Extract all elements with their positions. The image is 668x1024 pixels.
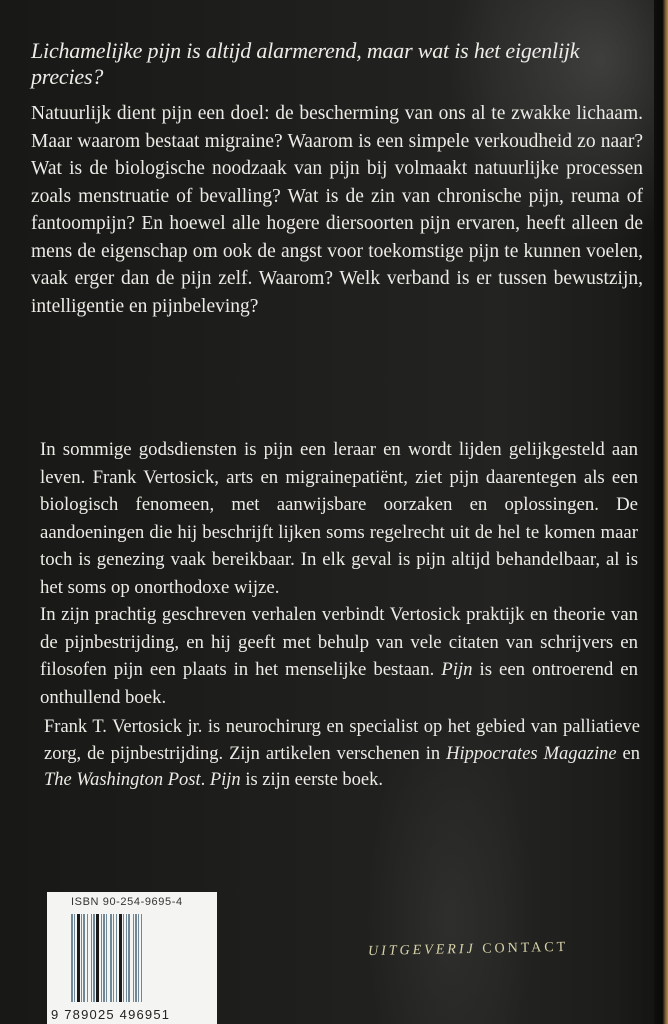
bio-text: Frank T. Vertosick jr. is neurochirurg en specialist op het gebied van palliatieve zorg, de pijnbestrijding. Zijn artikelen verschenen in xyxy=(44,717,640,764)
description-paragraph xyxy=(40,601,638,711)
paragraph-text: is een ontroerend en onthullend boek. xyxy=(40,659,638,708)
author-bio-paragraph xyxy=(44,714,640,794)
book-edge-shadow xyxy=(654,0,668,1024)
description-paragraph: In sommige godsdiensten is pijn een leraar en wordt lijden gelijkgesteld aan leven. Frank Vertosick, arts en migrainepatiënt, ziet pijn daarentegen als een biologisch fenomeen, met aanwijsbare oorzaken en oplossingen. De aandoeningen die hij beschrijft lijken soms regelrecht uit de hel te komen maar toch is genezing vaak bereikbaar. In elk geval is pijn altijd behandelbaar, al is het soms op onorthodoxe wijze. xyxy=(40,439,638,598)
publisher-logo xyxy=(368,940,569,960)
tagline: Lichamelijke pijn is altijd alarmerend, maar wat is het eigenlijk precies? xyxy=(31,38,580,89)
description-paragraph: Natuurlijk dient pijn een doel: de bescherming van ons al te zwakke lichaam. Maar waarom bestaat migraine? Waarom is een simpele verkoudheid zo naar? Wat is de biologische noodzaak van pijn bij volmaakt natuurlijke processen zoals menstruatie of bevalling? Wat is de zin van chronische pijn, reuma of fantoompijn? En hoewel alle hogere diersoorten pijn ervaren, heeft alleen de mens de eigenschap om ook de angst voor toekomstige pijn te kunnen voelen, vaak erger dan de pijn zelf. Waarom? Welk verband is er tussen bewustzijn, intelligentie en pijnbeleving? xyxy=(31,103,643,317)
barcode-bars xyxy=(71,914,207,1002)
book-title-italic: Pijn xyxy=(209,770,241,790)
publisher-word-1: UITGEVERIJ xyxy=(367,941,476,960)
bio-text: . xyxy=(200,770,210,790)
paragraph-text: In zijn prachtig geschreven verhalen verbindt Vertosick praktijk en theorie van de pijnbestrijding, en hij geeft met behulp van vele citaten van schrijvers en filosofen pijn een plaats in het menselijke bestaan. xyxy=(40,604,638,680)
bio-text: is zijn eerste boek. xyxy=(240,770,383,790)
isbn-barcode xyxy=(47,892,217,1024)
author-bio xyxy=(44,714,640,794)
publication-name: The Washington Post xyxy=(44,770,201,790)
publication-name: Hippocrates Magazine xyxy=(446,743,617,764)
bio-text: en xyxy=(616,743,640,764)
ean-number: 9 789025 496951 xyxy=(51,1007,171,1022)
isbn-label: ISBN 90-254-9695-4 xyxy=(71,896,183,908)
book-title-italic: Pijn xyxy=(441,659,473,680)
description-section-2 xyxy=(40,436,638,711)
publisher-word-2: CONTACT xyxy=(482,939,569,957)
description-section-1 xyxy=(31,100,643,320)
